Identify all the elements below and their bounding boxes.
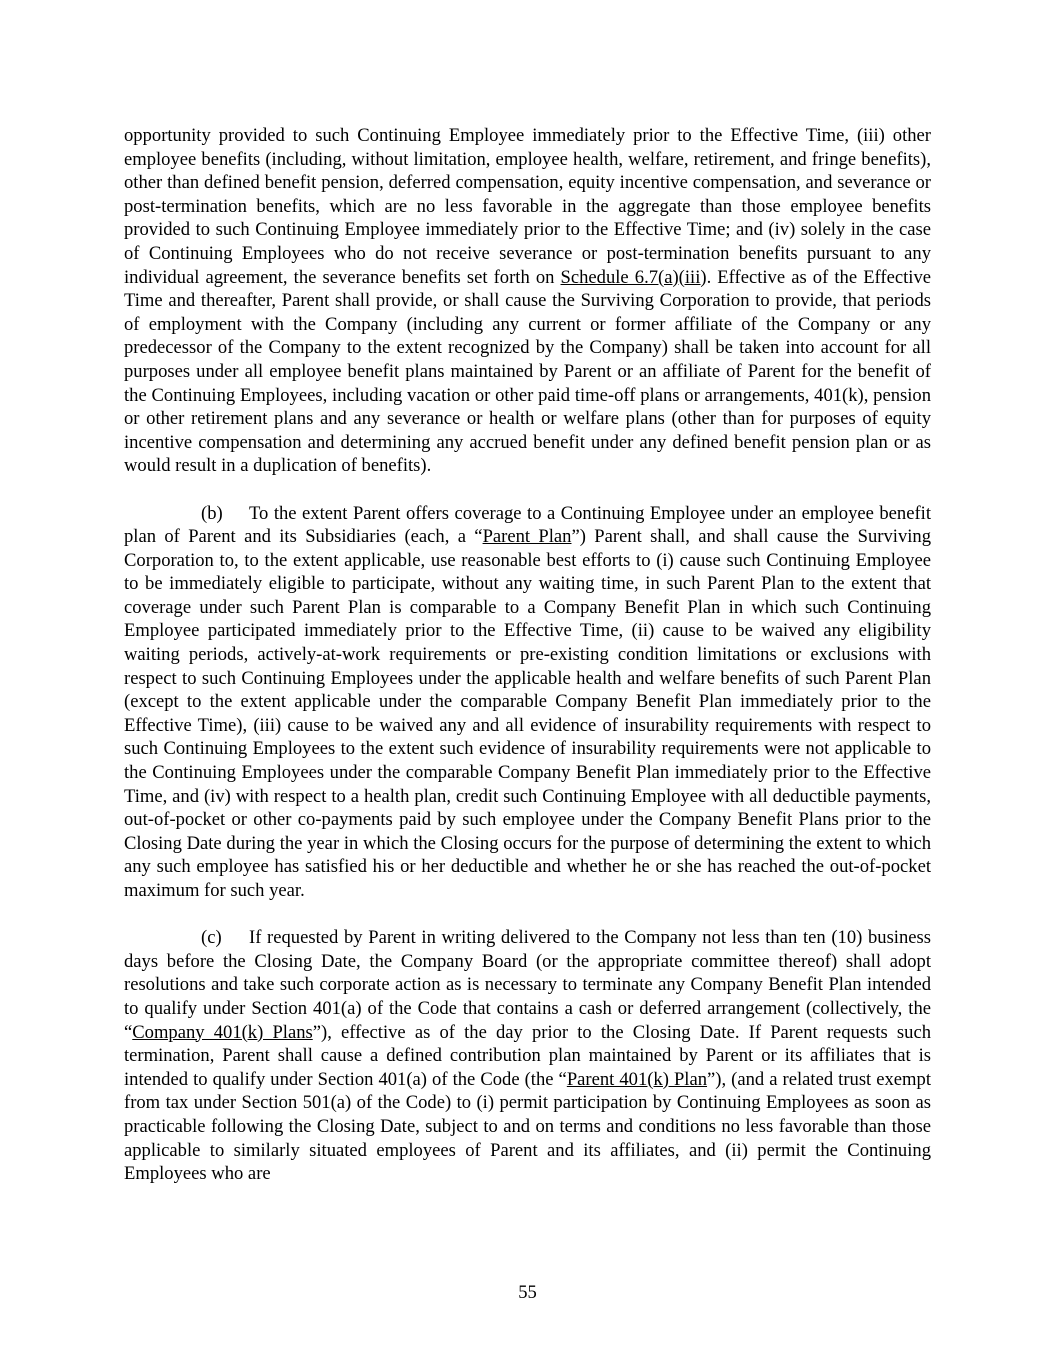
- defined-term-company-401k-plans: Company 401(k) Plans: [132, 1021, 313, 1043]
- paragraph-b-text-1: To the extent Parent offers coverage to a Continuing Employee under an employee benefit plan of Parent and its Subsidiaries (each, a “: [124, 502, 931, 548]
- paragraph-a-text-2: . Effective as of the Effective Time and thereafter, Parent shall provide, or shall cause the Surviving Corporation to provide, that periods of employment with the Company (including any current or former affiliate of the Company or any predecessor of the Company to the extent recognized by the Company) shall be taken into account for all purposes under all employee benefit plans maintained by Parent or an affiliate of Parent for the benefit of the Continuing Employees, including vacation or other paid time-off plans or arrangements, 401(k), pension or other retirement plans and any severance or health or welfare plans (other than for purposes of equity incentive compensation and determining any accrued benefit under any defined benefit pension plan or as would result in a duplication of benefits).: [124, 266, 931, 477]
- paragraph-a-continuation: [124, 124, 931, 478]
- paragraph-c-text-2: ”), effective as of the day prior to the Closing Date. If Parent requests such termination, Parent shall cause a defined contribution plan maintained by Parent or its affiliates that is intended to qualify under Section 401(a) of the Code (the “: [124, 1021, 932, 1090]
- paragraph-c: [124, 926, 931, 1186]
- schedule-reference: Schedule 6.7(a)(iii): [560, 266, 707, 288]
- paragraph-a-text-1: opportunity provided to such Continuing Employee immediately prior to the Effective Time, (iii) other employee benefits (including, without limitation, employee health, welfare, retirement, and fringe benefits), other than defined benefit pension, deferred compensation, equity incentive compensation, and severance or post-termination benefits, which are no less favorable in the aggregate than those employee benefits provided to such Continuing Employee immediately prior to the Effective Time; and (iv) solely in the case of Continuing Employees who do not receive severance or post-termination benefits pursuant to any individual agreement, the severance benefits set forth on: [124, 125, 931, 288]
- paragraph-b-text-2: ”) Parent shall, and shall cause the Surviving Corporation to, to the extent applicable, use reasonable best efforts to (i) cause such Continuing Employee to be immediately eligible to participate, without any waiting time, in such Parent Plan to the extent that coverage under such Parent Plan is comparable to a Company Benefit Plan in which such Continuing Employee participated immediately prior to the Effective Time, (ii) cause to be waived any eligibility waiting periods, actively-at-work requirements or pre-existing condition limitations or exclusions with respect to such Continuing Employees under the applicable health and welfare benefits of such Parent Plan (except to the extent applicable under the comparable Company Benefit Plan immediately prior to the Effective Time), (iii) cause to be waived any and all evidence of insurability requirements with respect to such Continuing Employees to the extent such evidence of insurability requirements were not applicable to the Continuing Employees under the comparable Company Benefit Plan immediately prior to the Effective Time, and (iv) with respect to a health plan, credit such Continuing Employee with all deductible payments, out-of-pocket or other co-payments paid by such employee under the Company Benefit Plans prior to the Closing Date during the year in which the Closing occurs for the purpose of determining the extent to which any such employee has satisfied his or her deductible and whether he or she has reached the out-of-pocket maximum for such year.: [124, 526, 931, 901]
- defined-term-parent-plan: Parent Plan: [482, 526, 572, 548]
- paragraph-b-label: (b): [201, 502, 223, 524]
- paragraph-c-text-1: If requested by Parent in writing delivered to the Company not less than ten (10) business days before the Closing Date, the Company Board (or the appropriate committee thereof) shall adopt resolutions and take such corporate action as is necessary to terminate any Company Benefit Plan intended to qualify under Section 401(a) of the Code that contains a cash or deferred arrangement (collectively, the “: [124, 927, 931, 1043]
- paragraph-c-label: (c): [201, 927, 222, 949]
- paragraph-b: [124, 502, 931, 903]
- document-body: [124, 124, 931, 1186]
- page-number: 55: [518, 1282, 537, 1303]
- defined-term-parent-401k-plan: Parent 401(k) Plan: [566, 1068, 708, 1090]
- paragraph-c-text-3: ”), (and a related trust exempt from tax under Section 501(a) of the Code) to (i) permit participation by Continuing Employees as soon as practicable following the Closing Date, subject to and on terms and conditions no less favorable than those applicable to similarly situated employees of Parent and its affiliates, and (ii) permit the Continuing Employees who are: [124, 1068, 931, 1185]
